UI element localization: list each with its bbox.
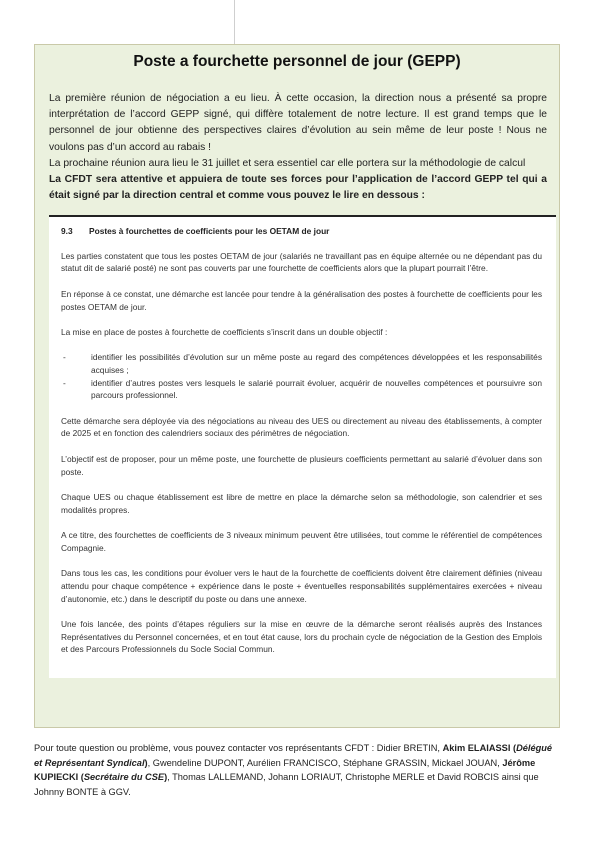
excerpt-paragraph-5: L’objectif est de proposer, pour un même poste, une fourchette de plusieurs coefficients permettant au salarié d’évoluer dans son poste. [61, 453, 542, 477]
contact-footer [34, 741, 560, 799]
bullet-marker: - [63, 377, 66, 388]
intro-paragraph-1: La première réunion de négociation a eu lieu. À cette occasion, la direction nous a présenté sa propre interprétation de l’accord GEPP signé, qui diffère totalement de notre lecture. Il est grand temps que le personnel de jour obtienne des perspectives claires d’évolution au sein même de leur poste ! Nous ne voulons pas d’un accord au rabais ! [49, 93, 547, 153]
page-divider [234, 0, 235, 44]
article-panel [34, 44, 560, 728]
paren-close: ) [144, 757, 148, 768]
footer-lead: Pour toute question ou problème, vous pouvez contacter vos représentants CFDT : Didier BRETIN, [34, 743, 443, 753]
excerpt-paragraph-4: Cette démarche sera déployée via des négociations au niveau des UES ou directement au niveau des établissements, à compter de 2025 et en fonction des calendriers sociaux des périmètres de négociation. [61, 415, 542, 439]
paren-open: ( [510, 743, 517, 753]
intro-paragraph-3: La CFDT sera attentive et appuiera de toute ses forces pour l’application de l’accord GEPP tel qui a était signé par la direction central et comme vous pouvez le lire en dessous : [49, 174, 547, 202]
intro-text [49, 91, 547, 204]
list-item-text: identifier d’autres postes vers lesquels le salarié pourrait évoluer, acquérir de nouvelles compétences et poursuivre son parcours professionnel. [91, 377, 542, 401]
rep-role-kupiecki: Secrétaire du CSE [83, 772, 165, 783]
rep-name-elaiassi: Akim ELAIASSI [442, 743, 511, 753]
excerpt-paragraph-1: Les parties constatent que tous les postes OETAM de jour (salariés ne travaillant pas en équipe alternée ou ne dépendant pas du statut dit de salarié posté) ne sont pas couverts par une fourchette de coefficients alors que la plupart pourrait l’être. [61, 250, 542, 274]
paren-close: ) [164, 772, 168, 783]
rep-name-kupiecki: Jérôme KUPIECKI [34, 757, 536, 783]
intro-paragraph-2: La prochaine réunion aura lieu le 31 juillet et sera essentiel car elle portera sur la méthodologie de calcul [49, 157, 526, 169]
page-title: Poste a fourchette personnel de jour (GEPP) [133, 53, 461, 70]
footer-middle: , Gwendeline DUPONT, Aurélien FRANCISCO, Stéphane GRASSIN, Mickael JOUAN, [147, 757, 503, 768]
list-item-text: identifier les possibilités d’évolution sur un même poste au regard des compétences développées et les responsabilités acquises ; [91, 352, 542, 375]
excerpt-paragraph-8: Dans tous les cas, les conditions pour évoluer vers le haut de la fourchette de coefficients doivent être clairement définies (niveau attendu pour chaque compétence + expérience dans le poste + éventuelles responsabilités supplémentaires exercées + niveau d’autonomie, etc.) dans le descriptif du poste ou dans une annexe. [61, 568, 542, 604]
excerpt-heading [61, 225, 542, 238]
excerpt-paragraph-9: Une fois lancée, des points d’étapes réguliers sur la mise en œuvre de la démarche seront réalisés auprès des Instances Représentatives du Personnel concernées, et en tout état cause, lors du prochain cycle de négociation de la Gestion des Emplois et des Parcours Professionnels du Socle Social Commun. [61, 618, 542, 655]
footer-tail: , Thomas LALLEMAND, Johann LORIAUT, Christophe MERLE et David ROBCIS ainsi que Johnny BONTE à GGV. [34, 772, 539, 797]
objectives-list [61, 351, 542, 402]
list-item [61, 377, 542, 402]
section-number: 9.3 [61, 226, 73, 236]
excerpt-paragraph-7: A ce titre, des fourchettes de coefficients de 3 niveaux minimum peuvent être utilisées, tout comme le référentiel de compétences Compagnie. [61, 530, 542, 553]
excerpt-paragraph-6: Chaque UES ou chaque établissement est libre de mettre en place la démarche selon sa méthodologie, son calendrier et ses modalités propres. [61, 491, 542, 515]
rep-role-elaiassi: Délégué et Représentant Syndical [34, 743, 553, 768]
section-title: Postes à fourchettes de coefficients pour les OETAM de jour [89, 226, 330, 236]
excerpt-paragraph-2: En réponse à ce constat, une démarche est lancée pour tendre à la généralisation des postes à fourchette de coefficients pour les postes OETAM de jour. [61, 288, 542, 312]
list-item [61, 351, 542, 376]
paren-open: ( [78, 772, 84, 783]
bullet-marker: - [63, 352, 66, 363]
agreement-excerpt [49, 215, 556, 678]
excerpt-paragraph-3: La mise en place de postes à fourchette de coefficients s’inscrit dans un double objectif : [61, 326, 388, 337]
